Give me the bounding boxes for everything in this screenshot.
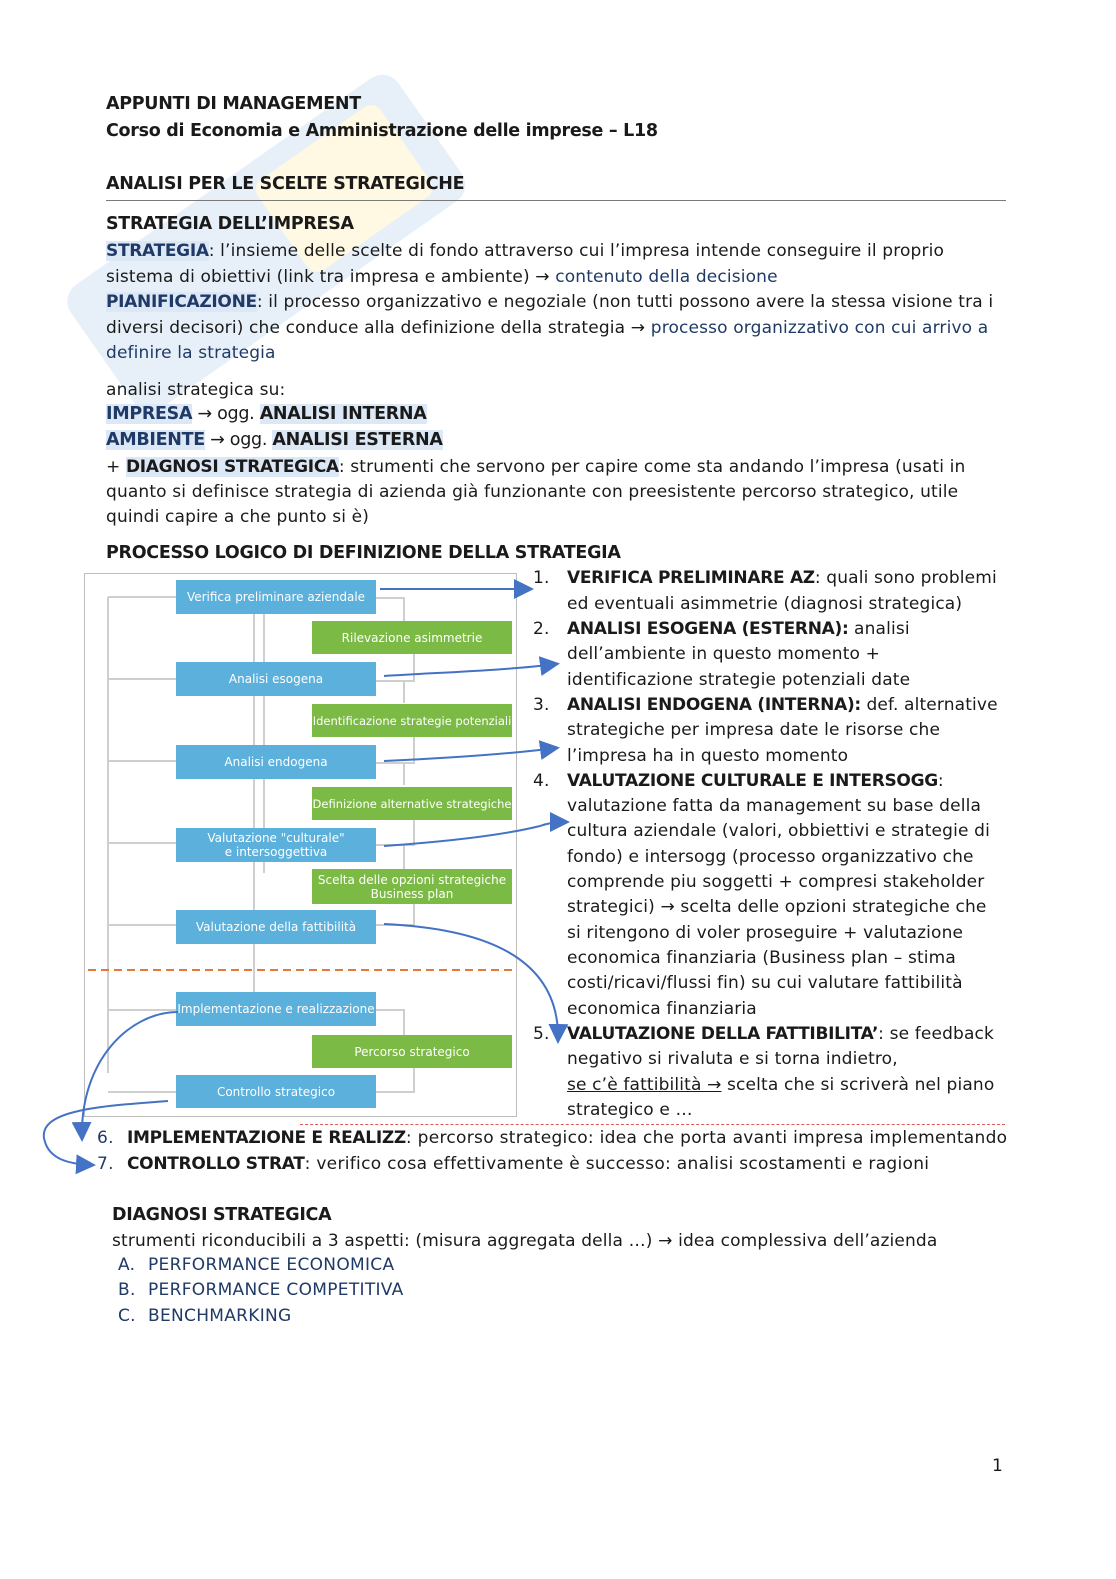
dotted-separator	[300, 1124, 1005, 1125]
pianificazione-note: processo organizzativo con cui arrivo a	[650, 318, 989, 338]
box-percorso-strategico: Percorso strategico	[312, 1035, 512, 1068]
step-4-line3: cultura aziendale (valori, obbiettivi e strategie di	[567, 821, 990, 841]
step-3-line1: ANALISI ENDOGENA (INTERNA): def. alternative	[567, 695, 998, 715]
box-verifica-preliminare: Verifica preliminare aziendale	[176, 580, 376, 614]
step-7: 7. CONTROLLO STRAT: verifico cosa effettivamente è successo: analisi scostamenti e ragioni	[97, 1154, 930, 1174]
diagnosi-item-b: B. PERFORMANCE COMPETITIVA	[118, 1280, 404, 1300]
step-1-line2: ed eventuali asimmetrie (diagnosi strategica)	[567, 594, 963, 614]
box-analisi-esogena: Analisi esogena	[176, 662, 376, 696]
strategia-definition-line1: STRATEGIA: l’insieme delle scelte di fondo attraverso cui l’impresa intende conseguire il proprio	[106, 241, 945, 261]
ambiente-line: AMBIENTE → ogg. ANALISI ESTERNA	[106, 430, 443, 450]
box-rilevazione-asimmetrie: Rilevazione asimmetrie	[312, 621, 512, 654]
impresa-line: IMPRESA → ogg. ANALISI INTERNA	[106, 404, 427, 424]
box-analisi-endogena: Analisi endogena	[176, 745, 376, 779]
step-5-line1: VALUTAZIONE DELLA FATTIBILITA’: se feedback	[567, 1024, 995, 1044]
step-4-line7: si ritengono di voler proseguire + valutazione	[567, 923, 964, 943]
step-6: 6. IMPLEMENTAZIONE E REALIZZ: percorso strategico: idea che porta avanti impresa implementando	[97, 1128, 1008, 1148]
document-title: APPUNTI DI MANAGEMENT	[106, 94, 361, 114]
box-identificazione-strategie: Identificazione strategie potenziali	[312, 704, 512, 737]
step-number-5: 5.	[533, 1024, 550, 1044]
section-rule	[106, 200, 1006, 201]
box-valutazione-fattibilita: Valutazione della fattibilità	[176, 910, 376, 944]
diagnosi-item-a: A. PERFORMANCE ECONOMICA	[118, 1255, 395, 1275]
page-number: 1	[992, 1456, 1003, 1476]
step-2-line1: ANALISI ESOGENA (ESTERNA): analisi	[567, 619, 910, 639]
box-scelta-opzioni: Scelta delle opzioni strategiche Business plan	[312, 869, 512, 904]
diagnosi-item-c: C. BENCHMARKING	[118, 1306, 292, 1326]
diagnosi-line1: + DIAGNOSI STRATEGICA: strumenti che servono per capire come sta andando l’impresa (usati in	[106, 457, 966, 477]
diagnosi-term: DIAGNOSI STRATEGICA	[125, 457, 339, 477]
section-title: ANALISI PER LE SCELTE STRATEGICHE	[106, 174, 465, 194]
step-5-line3: se c’è fattibilità → scelta che si scriverà nel piano	[567, 1075, 995, 1095]
step-4-line9: costi/ricavi/flussi fin) su cui valutare fattibilità	[567, 973, 963, 993]
step-4-line4: fondo) e intersogg (processo organizzativo che	[567, 847, 974, 867]
diagnosi-line3: quindi capire a che punto si è)	[106, 507, 370, 527]
box-implementazione: Implementazione e realizzazione	[176, 992, 376, 1026]
step-5-line2: negativo si rivaluta e si torna indietro,	[567, 1049, 898, 1069]
step-5-line4: strategico e …	[567, 1100, 693, 1120]
diagnosi-intro: strumenti riconducibili a 3 aspetti: (misura aggregata della …) → idea complessiva dell’azienda	[112, 1231, 938, 1251]
step-2-line2: dell’ambiente in questo momento +	[567, 644, 881, 664]
processo-heading: PROCESSO LOGICO DI DEFINIZIONE DELLA STRATEGIA	[106, 543, 621, 563]
step-4-line1: VALUTAZIONE CULTURALE E INTERSOGG:	[567, 771, 944, 791]
box-definizione-alternative: Definizione alternative strategiche	[312, 787, 512, 820]
step-4-line2: valutazione fatta da management su base della	[567, 796, 982, 816]
step-3-line2: strategiche per impresa date le risorse che	[567, 720, 941, 740]
step-2-line3: identificazione strategie potenziali date	[567, 670, 911, 690]
pianificazione-term: PIANIFICAZIONE	[106, 292, 257, 312]
step-4-line5: comprende piu soggetti + compresi stakeholder	[567, 872, 985, 892]
diagnosi-line2: quanto si definisce strategia di azienda già funzionante con preesistente percorso strategico, utile	[106, 482, 959, 502]
pianificazione-definition-line2: diversi decisori) che conduce alla definizione della strategia → processo organizzativo con cui arrivo a	[106, 318, 989, 338]
strategia-definition-line2: sistema di obiettivi (link tra impresa e ambiente) → contenuto della decisione	[106, 267, 778, 287]
step-number-3: 3.	[533, 695, 550, 715]
step-4-line10: economica finanziaria	[567, 999, 757, 1019]
box-controllo-strategico: Controllo strategico	[176, 1075, 376, 1108]
course-subtitle: Corso di Economia e Amministrazione delle imprese – L18	[106, 121, 658, 141]
step-1-line1: VERIFICA PRELIMINARE AZ: quali sono problemi	[567, 568, 997, 588]
step-number-4: 4.	[533, 771, 550, 791]
diagnosi-heading: DIAGNOSI STRATEGICA	[112, 1205, 332, 1225]
analisi-intro: analisi strategica su:	[106, 380, 286, 400]
strategia-note: contenuto della decisione	[555, 267, 778, 287]
strategia-term: STRATEGIA	[106, 241, 209, 261]
step-number-2: 2.	[533, 619, 550, 639]
step-3-line3: l’impresa ha in questo momento	[567, 746, 849, 766]
step-number-1: 1.	[533, 568, 550, 588]
step-4-line8: economica finanziaria (Business plan – stima	[567, 948, 956, 968]
strategia-heading: STRATEGIA DELL’IMPRESA	[106, 214, 354, 234]
pianificazione-note-line2: definire la strategia	[106, 343, 276, 363]
pianificazione-definition-line1: PIANIFICAZIONE: il processo organizzativo e negoziale (non tutti possono avere la stessa visione tra i	[106, 292, 994, 312]
box-valutazione-culturale: Valutazione "culturale" e intersoggettiva	[176, 828, 376, 862]
step-4-line6: strategici) → scelta delle opzioni strategiche che	[567, 897, 987, 917]
